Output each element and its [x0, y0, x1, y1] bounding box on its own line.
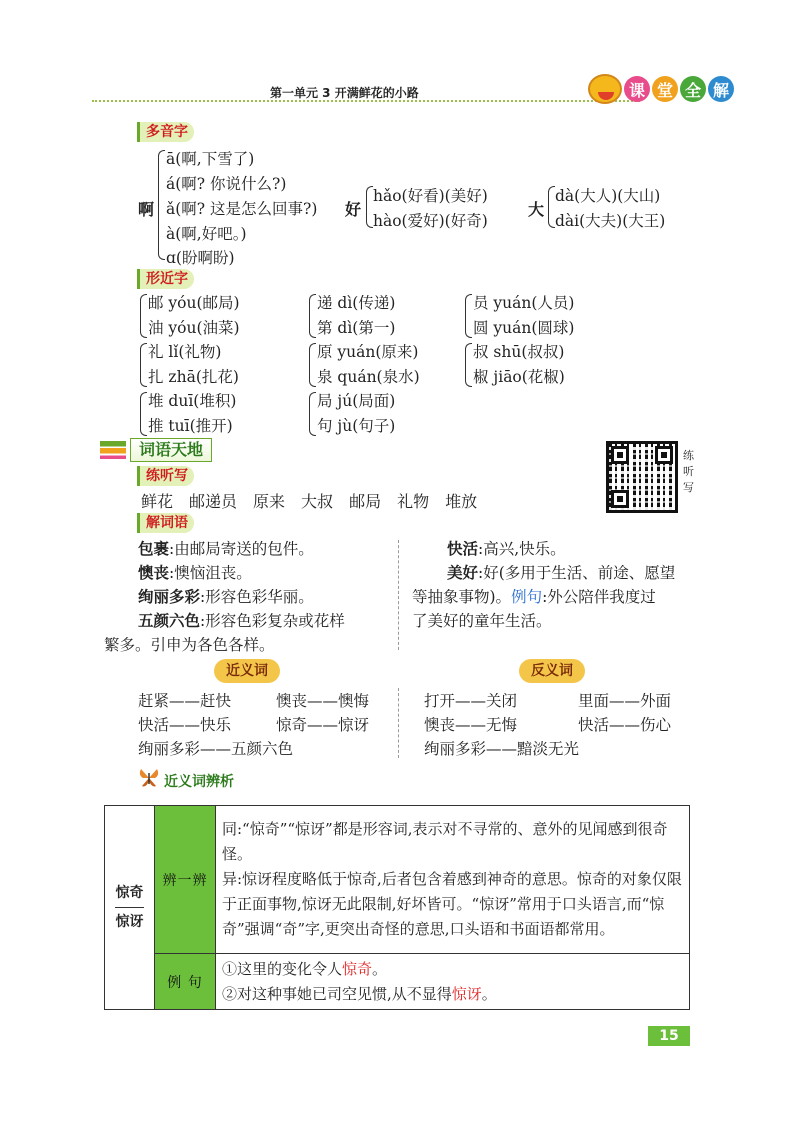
definition: 快活:高兴,快乐。	[447, 540, 566, 558]
brace	[465, 343, 472, 387]
compare-content	[216, 806, 690, 954]
dictation-word: 大叔	[301, 492, 334, 511]
similar-char: 椒 jiāo(花椒)	[473, 368, 565, 386]
similar-char: 叔 shū(叔叔)	[473, 343, 565, 361]
brand-char: 课	[624, 76, 650, 102]
reading: à(啊,好吧。)	[166, 225, 247, 243]
dictation-word: 原来	[253, 492, 286, 511]
reading: á(啊? 你说什么?)	[166, 175, 287, 193]
analysis-heading: 近义词辨析	[164, 774, 234, 790]
reading: ɑ(盼啊盼)	[166, 249, 235, 267]
reading: hǎo(好看)(美好)	[373, 187, 488, 205]
polyphonic-char-hao: 好	[345, 200, 362, 219]
definition: 五颜六色:形容色彩复杂或花样	[138, 612, 345, 630]
brace	[548, 186, 555, 228]
brace	[465, 294, 472, 338]
definition-cont: 等抽象事物)。例句:外公陪伴我度过	[412, 588, 656, 606]
similar-char: 句 jù(句子)	[317, 417, 396, 435]
definition: 绚丽多彩:形容色彩华丽。	[138, 588, 314, 606]
similar-char: 扎 zhā(扎花)	[148, 368, 239, 386]
analysis-table	[104, 805, 690, 1010]
similar-char: 油 yóu(油菜)	[148, 319, 240, 337]
example-content	[216, 954, 690, 1010]
reading: dà(大人)(大山)	[555, 187, 661, 205]
polyphonic-char-a: 啊	[138, 200, 155, 219]
brand-char: 堂	[652, 76, 678, 102]
brace	[309, 294, 316, 338]
explain-tag: 解词语	[137, 513, 194, 533]
word: 惊奇	[115, 885, 144, 901]
similar-char: 递 dì(传递)	[317, 294, 396, 312]
brace	[140, 343, 147, 387]
similar-char: 礼 lǐ(礼物)	[148, 343, 222, 361]
dictation-word: 堆放	[445, 492, 478, 511]
example-label-cell: 例 句	[155, 954, 216, 1010]
synonym-pair: 惊奇——惊讶	[276, 716, 370, 734]
diff-text: 异:惊讶程度略低于惊奇,后者包含着感到神奇的意思。惊奇的对象仅限于正面事物,惊讶无此限制,好坏皆可。“惊讶”常用于口头语言,而“惊奇”强调“奇”字,更突出奇怪的意思,口头语和书面语都常用。	[222, 870, 682, 938]
word: 惊讶	[115, 914, 144, 930]
antonym-pair: 里面——外面	[578, 692, 672, 710]
antonym-pair: 快活——伤心	[578, 716, 672, 734]
stripes-icon	[100, 441, 126, 459]
qr-code-icon[interactable]	[606, 441, 678, 513]
brace	[309, 392, 316, 436]
similar-chars-tag: 形近字	[137, 269, 194, 289]
dictation-word: 邮局	[349, 492, 382, 511]
same-text: 同:“惊奇”“惊讶”都是形容词,表示对不寻常的、意外的见闻感到很奇怪。	[222, 820, 668, 863]
definition-cont: 繁多。引申为各色各样。	[104, 636, 275, 654]
section-title: 词语天地	[130, 438, 212, 462]
brace	[140, 392, 147, 436]
brand-char: 全	[680, 76, 706, 102]
definition: 美好:好(多用于生活、前途、愿望	[447, 564, 676, 582]
antonym-pair: 打开——关闭	[424, 692, 518, 710]
example-label: 例句	[511, 588, 543, 606]
bear-mascot-icon	[588, 74, 622, 104]
brand-char: 解	[708, 76, 734, 102]
brace	[366, 186, 373, 228]
definition: 包裹:由邮局寄送的包件。	[138, 540, 314, 558]
synonym-pair: 快活——快乐	[138, 716, 232, 734]
antonyms-label: 反义词	[519, 659, 585, 683]
dictation-word: 礼物	[397, 492, 430, 511]
dictation-words	[141, 489, 477, 512]
synonym-pair: 绚丽多彩——五颜六色	[138, 740, 294, 758]
dictation-tag: 练听写	[137, 466, 194, 486]
dictation-word: 鲜花	[141, 492, 174, 511]
brace	[309, 343, 316, 387]
definition-cont: 了美好的童年生活。	[412, 612, 552, 630]
polyphonic-char-da: 大	[528, 200, 545, 219]
example-sentence: ②对这种事她已司空见惯,从不显得惊讶。	[222, 984, 497, 1003]
analysis-words	[105, 806, 155, 1010]
similar-char: 第 dì(第一)	[317, 319, 396, 337]
column-divider	[398, 540, 399, 650]
brace	[140, 294, 147, 338]
similar-char: 员 yuán(人员)	[473, 294, 575, 312]
reading: ā(啊,下雪了)	[166, 150, 255, 168]
column-divider	[398, 688, 399, 758]
similar-char: 泉 quán(泉水)	[317, 368, 420, 386]
similar-char: 原 yuán(原来)	[317, 343, 419, 361]
synonym-pair: 赶紧——赶快	[138, 692, 232, 710]
unit-title: 第一单元 3 开满鲜花的小路	[270, 86, 419, 100]
reading: ǎ(啊? 这是怎么回事?)	[166, 200, 318, 218]
dictation-word: 邮递员	[189, 492, 238, 511]
example-sentence: ①这里的变化令人惊奇。	[222, 959, 388, 978]
similar-char: 推 tuī(推开)	[148, 417, 233, 435]
brand-logo	[588, 72, 736, 106]
similar-char: 邮 yóu(邮局)	[148, 294, 240, 312]
brace	[158, 150, 165, 260]
synonyms-label: 近义词	[214, 659, 280, 683]
definition: 懊丧:懊恼沮丧。	[138, 564, 252, 582]
antonym-pair: 绚丽多彩——黯淡无光	[424, 740, 580, 758]
qr-label: 练听写	[683, 449, 694, 494]
butterfly-icon	[138, 767, 160, 789]
header-divider	[92, 100, 640, 102]
page-number: 15	[648, 1026, 690, 1046]
reading: hào(爱好)(好奇)	[373, 212, 488, 230]
reading: dài(大夫)(大王)	[555, 212, 666, 230]
polyphonic-tag: 多音字	[137, 122, 194, 142]
similar-char: 堆 duī(堆积)	[148, 392, 237, 410]
antonym-pair: 懊丧——无悔	[424, 716, 518, 734]
compare-label: 辨一辨	[155, 806, 216, 954]
synonym-pair: 懊丧——懊悔	[276, 692, 370, 710]
section-banner	[100, 438, 212, 462]
similar-char: 圆 yuán(圆球)	[473, 319, 575, 337]
similar-char: 局 jú(局面)	[317, 392, 396, 410]
